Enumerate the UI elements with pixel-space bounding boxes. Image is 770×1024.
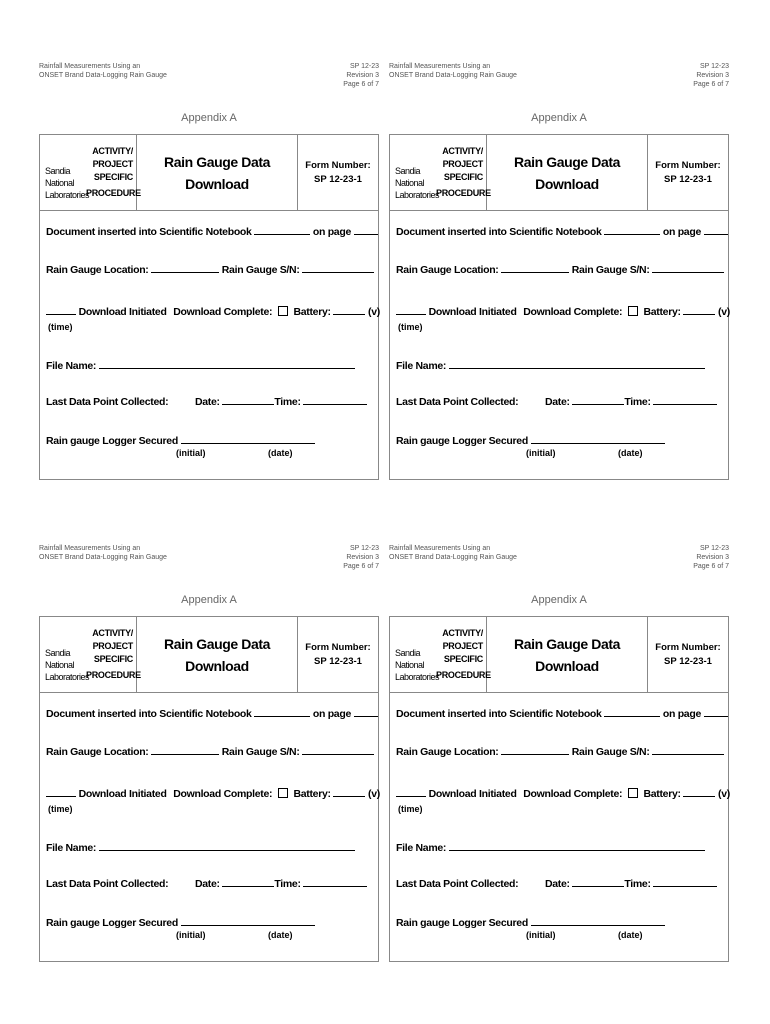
header-title-line1: Rainfall Measurements Using an bbox=[39, 63, 141, 70]
form-number-label: Form Number: bbox=[655, 641, 721, 653]
date-hint: (date) bbox=[618, 448, 643, 458]
activity-label: ACTIVITY/ PROJECT SPECIFIC bbox=[442, 146, 483, 182]
battery-field[interactable] bbox=[683, 303, 715, 315]
header-title-line1: Rainfall Measurements Using an bbox=[39, 545, 141, 552]
form-copy-bottom-right bbox=[389, 544, 729, 962]
notebook-row: Document inserted into Scientific Notebook on page bbox=[46, 223, 372, 238]
file-name-row: File Name: bbox=[46, 357, 372, 372]
secured-row: Rain gauge Logger Secured bbox=[46, 432, 372, 447]
form-header bbox=[390, 135, 728, 211]
header-doc-id: SP 12-23 bbox=[349, 63, 379, 70]
header-title-line1: Rainfall Measurements Using an bbox=[389, 545, 491, 552]
location-field[interactable] bbox=[501, 261, 569, 273]
procedure-label: PROCEDURE bbox=[86, 188, 141, 198]
form-title: Rain Gauge Data Download bbox=[137, 617, 298, 692]
secured-row: Rain gauge Logger Secured bbox=[396, 914, 722, 929]
form-copy-top-left bbox=[39, 62, 379, 480]
header-page: Page 6 of 7 bbox=[343, 563, 379, 570]
header-title-line2: ONSET Brand Data-Logging Rain Gauge bbox=[39, 72, 167, 79]
form-copy-bottom-left bbox=[39, 544, 379, 962]
secured-field[interactable] bbox=[181, 914, 315, 926]
location-row: Rain Gauge Location: Rain Gauge S/N: bbox=[396, 743, 722, 758]
appendix-title: Appendix A bbox=[181, 112, 237, 124]
file-name-field[interactable] bbox=[99, 357, 355, 369]
download-form bbox=[39, 134, 379, 480]
header-revision: Revision 3 bbox=[696, 554, 729, 561]
page-field[interactable] bbox=[354, 223, 378, 235]
download-row: Download Initiated Download Complete: Battery: (v) bbox=[46, 303, 372, 318]
file-name-row: File Name: bbox=[396, 357, 722, 372]
download-form bbox=[389, 134, 729, 480]
download-form bbox=[39, 616, 379, 962]
page-field[interactable] bbox=[354, 705, 378, 717]
header-doc-id: SP 12-23 bbox=[699, 63, 729, 70]
download-complete-checkbox[interactable] bbox=[278, 788, 288, 798]
notebook-row: Document inserted into Scientific Notebook on page bbox=[46, 705, 372, 720]
last-date-field[interactable] bbox=[222, 875, 274, 887]
location-row: Rain Gauge Location: Rain Gauge S/N: bbox=[396, 261, 722, 276]
secured-row: Rain gauge Logger Secured bbox=[46, 914, 372, 929]
location-row: Rain Gauge Location: Rain Gauge S/N: bbox=[46, 743, 372, 758]
file-name-field[interactable] bbox=[449, 839, 705, 851]
battery-field[interactable] bbox=[333, 785, 365, 797]
form-number: SP 12-23-1 bbox=[664, 173, 712, 185]
last-date-field[interactable] bbox=[572, 875, 624, 887]
form-number-label: Form Number: bbox=[655, 159, 721, 171]
form-header bbox=[390, 617, 728, 693]
header-title-line2: ONSET Brand Data-Logging Rain Gauge bbox=[389, 72, 517, 79]
location-field[interactable] bbox=[501, 743, 569, 755]
download-complete-checkbox[interactable] bbox=[278, 306, 288, 316]
form-title: Rain Gauge Data Download bbox=[487, 135, 648, 210]
appendix-title: Appendix A bbox=[181, 594, 237, 606]
form-number-label: Form Number: bbox=[305, 641, 371, 653]
header-revision: Revision 3 bbox=[696, 72, 729, 79]
secured-row: Rain gauge Logger Secured bbox=[396, 432, 722, 447]
download-form bbox=[389, 616, 729, 962]
appendix-title: Appendix A bbox=[531, 112, 587, 124]
date-hint: (date) bbox=[268, 930, 293, 940]
notebook-field[interactable] bbox=[254, 705, 310, 717]
page-header bbox=[39, 544, 379, 584]
file-name-field[interactable] bbox=[449, 357, 705, 369]
serial-field[interactable] bbox=[302, 261, 374, 273]
activity-label: ACTIVITY/ PROJECT SPECIFIC bbox=[442, 628, 483, 664]
date-hint: (date) bbox=[618, 930, 643, 940]
notebook-row: Document inserted into Scientific Notebook on page bbox=[396, 705, 722, 720]
page-field[interactable] bbox=[704, 705, 728, 717]
file-name-row: File Name: bbox=[396, 839, 722, 854]
org-name: Sandia National Laboratories bbox=[395, 648, 440, 682]
header-doc-id: SP 12-23 bbox=[349, 545, 379, 552]
time-hint: (time) bbox=[48, 322, 73, 332]
notebook-row: Document inserted into Scientific Notebook on page bbox=[396, 223, 722, 238]
form-header-org-cell bbox=[40, 135, 141, 210]
download-complete-checkbox[interactable] bbox=[628, 788, 638, 798]
page-header bbox=[39, 62, 379, 102]
last-point-row: Last Data Point Collected: Date: Time: bbox=[46, 875, 372, 890]
battery-field[interactable] bbox=[683, 785, 715, 797]
procedure-label: PROCEDURE bbox=[436, 670, 491, 680]
initial-hint: (initial) bbox=[176, 930, 206, 940]
initial-hint: (initial) bbox=[526, 448, 556, 458]
notebook-field[interactable] bbox=[604, 705, 660, 717]
form-number-cell bbox=[298, 135, 378, 210]
notebook-field[interactable] bbox=[604, 223, 660, 235]
org-name: Sandia National Laboratories bbox=[395, 166, 440, 200]
last-time-field[interactable] bbox=[653, 393, 717, 405]
header-revision: Revision 3 bbox=[346, 554, 379, 561]
serial-field[interactable] bbox=[652, 261, 724, 273]
header-title-line2: ONSET Brand Data-Logging Rain Gauge bbox=[389, 554, 517, 561]
download-complete-checkbox[interactable] bbox=[628, 306, 638, 316]
header-page: Page 6 of 7 bbox=[693, 81, 729, 88]
date-hint: (date) bbox=[268, 448, 293, 458]
last-time-field[interactable] bbox=[303, 875, 367, 887]
form-number-cell bbox=[298, 617, 378, 692]
activity-label: ACTIVITY/ PROJECT SPECIFIC bbox=[92, 146, 133, 182]
form-number: SP 12-23-1 bbox=[664, 655, 712, 667]
org-name: Sandia National Laboratories bbox=[45, 648, 90, 682]
download-row: Download Initiated Download Complete: Battery: (v) bbox=[46, 785, 372, 800]
form-header-org-cell bbox=[390, 617, 491, 692]
time-hint: (time) bbox=[398, 804, 423, 814]
download-row: Download Initiated Download Complete: Battery: (v) bbox=[396, 303, 722, 318]
secured-field[interactable] bbox=[531, 914, 665, 926]
time-hint: (time) bbox=[48, 804, 73, 814]
header-title-line2: ONSET Brand Data-Logging Rain Gauge bbox=[39, 554, 167, 561]
download-row: Download Initiated Download Complete: Battery: (v) bbox=[396, 785, 722, 800]
form-title: Rain Gauge Data Download bbox=[487, 617, 648, 692]
initial-hint: (initial) bbox=[176, 448, 206, 458]
page-header bbox=[389, 62, 729, 102]
secured-field[interactable] bbox=[181, 432, 315, 444]
download-time-field[interactable] bbox=[46, 785, 76, 797]
location-field[interactable] bbox=[151, 261, 219, 273]
procedure-label: PROCEDURE bbox=[436, 188, 491, 198]
last-point-row: Last Data Point Collected: Date: Time: bbox=[396, 875, 722, 890]
org-name: Sandia National Laboratories bbox=[45, 166, 90, 200]
header-page: Page 6 of 7 bbox=[343, 81, 379, 88]
activity-label: ACTIVITY/ PROJECT SPECIFIC bbox=[92, 628, 133, 664]
file-name-field[interactable] bbox=[99, 839, 355, 851]
notebook-field[interactable] bbox=[254, 223, 310, 235]
serial-field[interactable] bbox=[652, 743, 724, 755]
form-header bbox=[40, 135, 378, 211]
form-number-label: Form Number: bbox=[305, 159, 371, 171]
file-name-row: File Name: bbox=[46, 839, 372, 854]
appendix-title: Appendix A bbox=[531, 594, 587, 606]
form-copy-top-right bbox=[389, 62, 729, 480]
form-title: Rain Gauge Data Download bbox=[137, 135, 298, 210]
header-title-line1: Rainfall Measurements Using an bbox=[389, 63, 491, 70]
last-date-field[interactable] bbox=[222, 393, 274, 405]
form-number: SP 12-23-1 bbox=[314, 173, 362, 185]
procedure-label: PROCEDURE bbox=[86, 670, 141, 680]
initial-hint: (initial) bbox=[526, 930, 556, 940]
form-number-cell bbox=[648, 135, 728, 210]
download-time-field[interactable] bbox=[396, 303, 426, 315]
download-time-field[interactable] bbox=[46, 303, 76, 315]
header-revision: Revision 3 bbox=[346, 72, 379, 79]
form-number-cell bbox=[648, 617, 728, 692]
last-point-row: Last Data Point Collected: Date: Time: bbox=[396, 393, 722, 408]
last-date-field[interactable] bbox=[572, 393, 624, 405]
secured-field[interactable] bbox=[531, 432, 665, 444]
form-header bbox=[40, 617, 378, 693]
header-doc-id: SP 12-23 bbox=[699, 545, 729, 552]
page-field[interactable] bbox=[704, 223, 728, 235]
last-time-field[interactable] bbox=[303, 393, 367, 405]
serial-field[interactable] bbox=[302, 743, 374, 755]
page-header bbox=[389, 544, 729, 584]
download-time-field[interactable] bbox=[396, 785, 426, 797]
form-header-org-cell bbox=[40, 617, 141, 692]
battery-field[interactable] bbox=[333, 303, 365, 315]
time-hint: (time) bbox=[398, 322, 423, 332]
header-page: Page 6 of 7 bbox=[693, 563, 729, 570]
form-header-org-cell bbox=[390, 135, 491, 210]
last-time-field[interactable] bbox=[653, 875, 717, 887]
last-point-row: Last Data Point Collected: Date: Time: bbox=[46, 393, 372, 408]
form-number: SP 12-23-1 bbox=[314, 655, 362, 667]
location-row: Rain Gauge Location: Rain Gauge S/N: bbox=[46, 261, 372, 276]
location-field[interactable] bbox=[151, 743, 219, 755]
